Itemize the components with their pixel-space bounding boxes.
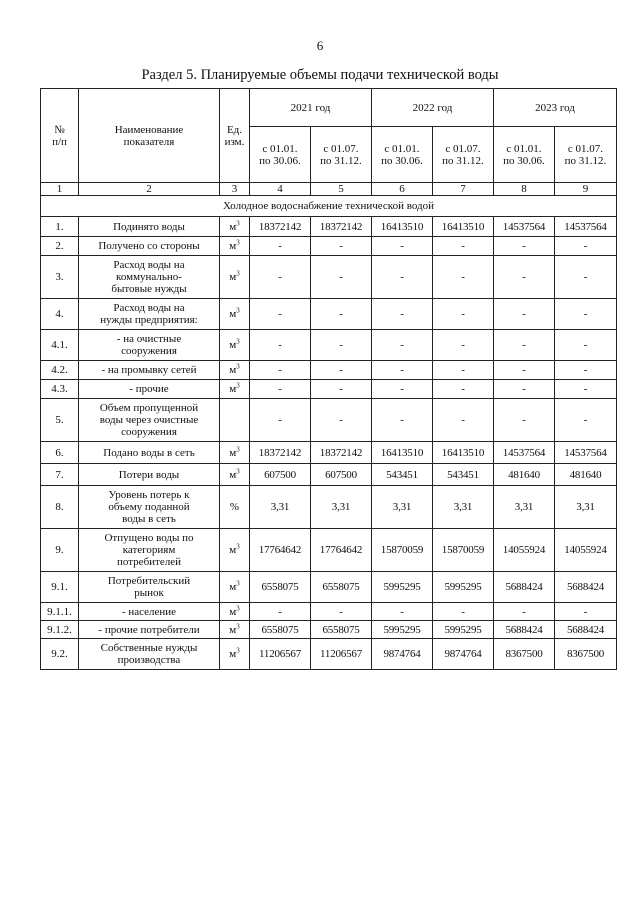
row-value: 9874764: [372, 639, 433, 670]
row-value: -: [433, 361, 494, 380]
row-indicator-name: Потери воды: [79, 464, 220, 486]
row-value: -: [555, 256, 617, 299]
row-value: 5995295: [433, 572, 494, 603]
row-indicator-name: - на промывку сетей: [79, 361, 220, 380]
row-unit: $м^3$: [220, 639, 250, 670]
row-value: 14055924: [494, 529, 555, 572]
row-number: 5.: [41, 399, 79, 442]
row-value: -: [555, 603, 617, 621]
page-number: 6: [316, 38, 324, 53]
table-row: [41, 529, 617, 572]
header-year-2022: 2022 год: [372, 89, 494, 127]
row-value: 3,31: [250, 486, 311, 529]
row-indicator-name: Собственные нужды производства: [79, 639, 220, 670]
column-number: 9: [555, 183, 617, 196]
row-value: -: [372, 380, 433, 399]
row-value: -: [250, 399, 311, 442]
row-value: -: [372, 256, 433, 299]
row-value: -: [372, 237, 433, 256]
column-number: 7: [433, 183, 494, 196]
row-value: 15870059: [372, 529, 433, 572]
row-value: -: [250, 237, 311, 256]
table-row: [41, 639, 617, 670]
row-number: 9.1.2.: [41, 621, 79, 639]
row-value: -: [433, 330, 494, 361]
row-unit: $м^3$: [220, 464, 250, 486]
header-year-2021: 2021 год: [250, 89, 372, 127]
column-number: 4: [250, 183, 311, 196]
row-value: 3,31: [555, 486, 617, 529]
row-indicator-name: Расход воды на нужды предприятия:: [79, 299, 220, 330]
row-value: -: [250, 299, 311, 330]
table-row: [41, 621, 617, 639]
row-unit: $м^3$: [220, 621, 250, 639]
row-value: -: [433, 237, 494, 256]
row-value: -: [250, 256, 311, 299]
row-value: -: [433, 603, 494, 621]
row-value: 18372142: [311, 217, 372, 237]
row-value: 607500: [250, 464, 311, 486]
row-value: -: [555, 361, 617, 380]
row-value: 5688424: [494, 572, 555, 603]
row-indicator-name: - прочие потребители: [79, 621, 220, 639]
row-unit: $м^3$: [220, 442, 250, 464]
row-value: 9874764: [433, 639, 494, 670]
row-unit: $м^3$: [220, 237, 250, 256]
row-indicator-name: - прочие: [79, 380, 220, 399]
row-indicator-name: Подинято воды: [79, 217, 220, 237]
row-value: -: [494, 603, 555, 621]
row-value: 5688424: [555, 621, 617, 639]
row-number: 1.: [41, 217, 79, 237]
row-value: 543451: [372, 464, 433, 486]
row-unit: $м^3$: [220, 330, 250, 361]
row-value: -: [311, 399, 372, 442]
header-period: с 01.07. по 31.12.: [555, 127, 617, 183]
row-indicator-name: Объем пропущенной воды через очистные сооружения: [79, 399, 220, 442]
row-value: -: [250, 603, 311, 621]
row-value: 17764642: [311, 529, 372, 572]
table-row: [41, 330, 617, 361]
row-number: 9.1.1.: [41, 603, 79, 621]
row-value: 5995295: [433, 621, 494, 639]
row-number: 4.3.: [41, 380, 79, 399]
table-row: [41, 237, 617, 256]
row-value: 16413510: [433, 217, 494, 237]
row-unit: [220, 399, 250, 442]
row-indicator-name: - население: [79, 603, 220, 621]
row-number: 9.: [41, 529, 79, 572]
column-number: 6: [372, 183, 433, 196]
row-value: -: [433, 380, 494, 399]
row-unit: $м^3$: [220, 603, 250, 621]
row-value: -: [433, 299, 494, 330]
row-value: 481640: [555, 464, 617, 486]
row-value: 8367500: [555, 639, 617, 670]
row-value: -: [494, 399, 555, 442]
water-volume-table: [40, 88, 617, 670]
row-value: -: [494, 330, 555, 361]
column-number-row: [41, 183, 617, 196]
row-value: 6558075: [250, 621, 311, 639]
row-value: -: [555, 399, 617, 442]
row-value: 14537564: [555, 442, 617, 464]
row-indicator-name: Отпущено воды по категориям потребителей: [79, 529, 220, 572]
header-row-years: [41, 89, 617, 127]
row-number: 9.2.: [41, 639, 79, 670]
row-value: -: [372, 603, 433, 621]
column-number: 3: [220, 183, 250, 196]
table-row: [41, 572, 617, 603]
row-value: 543451: [433, 464, 494, 486]
row-value: 15870059: [433, 529, 494, 572]
row-value: -: [494, 256, 555, 299]
row-value: -: [555, 330, 617, 361]
row-number: 9.1.: [41, 572, 79, 603]
table-row: [41, 217, 617, 237]
row-number: 2.: [41, 237, 79, 256]
row-value: 607500: [311, 464, 372, 486]
row-unit: $м^3$: [220, 299, 250, 330]
row-indicator-name: Потребительский рынок: [79, 572, 220, 603]
row-value: 16413510: [433, 442, 494, 464]
row-value: -: [372, 361, 433, 380]
row-number: 8.: [41, 486, 79, 529]
row-value: -: [311, 380, 372, 399]
row-value: -: [433, 399, 494, 442]
row-value: 14055924: [555, 529, 617, 572]
row-value: 14537564: [555, 217, 617, 237]
header-unit: Ед. изм.: [220, 89, 250, 183]
table-row: [41, 256, 617, 299]
row-unit: $м^3$: [220, 572, 250, 603]
table-row: [41, 603, 617, 621]
row-value: 16413510: [372, 442, 433, 464]
row-value: 3,31: [372, 486, 433, 529]
row-value: 481640: [494, 464, 555, 486]
row-value: 18372142: [250, 442, 311, 464]
row-value: 18372142: [311, 442, 372, 464]
row-value: -: [311, 330, 372, 361]
header-year-2023: 2023 год: [494, 89, 617, 127]
row-value: -: [311, 237, 372, 256]
row-value: 5688424: [494, 621, 555, 639]
row-value: 14537564: [494, 217, 555, 237]
header-num: № п/п: [41, 89, 79, 183]
row-value: 3,31: [311, 486, 372, 529]
column-number: 8: [494, 183, 555, 196]
column-number: 2: [79, 183, 220, 196]
row-number: 6.: [41, 442, 79, 464]
row-value: -: [372, 299, 433, 330]
table-row: [41, 442, 617, 464]
table-row: [41, 380, 617, 399]
row-value: 6558075: [250, 572, 311, 603]
header-period: с 01.01. по 30.06.: [372, 127, 433, 183]
row-value: -: [372, 399, 433, 442]
row-value: 17764642: [250, 529, 311, 572]
row-indicator-name: Получено со стороны: [79, 237, 220, 256]
row-indicator-name: Подано воды в сеть: [79, 442, 220, 464]
header-period: с 01.01. по 30.06.: [250, 127, 311, 183]
header-name: Наименование показателя: [79, 89, 220, 183]
row-value: 11206567: [311, 639, 372, 670]
row-value: -: [311, 299, 372, 330]
row-value: 16413510: [372, 217, 433, 237]
column-number: 1: [41, 183, 79, 196]
row-unit: $м^3$: [220, 217, 250, 237]
row-value: -: [494, 380, 555, 399]
row-value: -: [250, 380, 311, 399]
row-value: 3,31: [433, 486, 494, 529]
row-number: 4.1.: [41, 330, 79, 361]
row-value: 5995295: [372, 572, 433, 603]
row-value: -: [555, 380, 617, 399]
row-value: -: [372, 330, 433, 361]
column-number: 5: [311, 183, 372, 196]
row-number: 3.: [41, 256, 79, 299]
row-unit: $м^3$: [220, 529, 250, 572]
row-value: 5688424: [555, 572, 617, 603]
row-value: -: [311, 256, 372, 299]
row-value: -: [311, 603, 372, 621]
row-number: 4.: [41, 299, 79, 330]
row-value: 14537564: [494, 442, 555, 464]
row-unit: $м^3$: [220, 361, 250, 380]
row-value: -: [555, 237, 617, 256]
table-row: [41, 486, 617, 529]
row-value: -: [494, 361, 555, 380]
row-number: 7.: [41, 464, 79, 486]
row-value: 18372142: [250, 217, 311, 237]
table-row: [41, 361, 617, 380]
row-indicator-name: Расход воды на коммунально- бытовые нужды: [79, 256, 220, 299]
group-title: Холодное водоснабжение технической водой: [41, 196, 617, 217]
table-row: [41, 299, 617, 330]
row-value: -: [250, 361, 311, 380]
row-value: 11206567: [250, 639, 311, 670]
row-value: -: [311, 361, 372, 380]
row-value: -: [250, 330, 311, 361]
header-period: с 01.07. по 31.12.: [433, 127, 494, 183]
row-value: 6558075: [311, 572, 372, 603]
row-value: -: [555, 299, 617, 330]
row-unit: $м^3$: [220, 380, 250, 399]
header-period: с 01.07. по 31.12.: [311, 127, 372, 183]
header-period: с 01.01. по 30.06.: [494, 127, 555, 183]
row-number: 4.2.: [41, 361, 79, 380]
table-row: [41, 464, 617, 486]
section-title: Раздел 5. Планируемые объемы подачи технической воды: [141, 67, 499, 83]
row-indicator-name: Уровень потерь к объему поданной воды в сеть: [79, 486, 220, 529]
row-unit: $м^3$: [220, 256, 250, 299]
row-indicator-name: - на очистные сооружения: [79, 330, 220, 361]
row-value: 3,31: [494, 486, 555, 529]
table-row: [41, 399, 617, 442]
row-value: -: [494, 299, 555, 330]
row-unit: %: [220, 486, 250, 529]
row-value: 6558075: [311, 621, 372, 639]
row-value: -: [494, 237, 555, 256]
row-value: -: [433, 256, 494, 299]
row-value: 8367500: [494, 639, 555, 670]
row-value: 5995295: [372, 621, 433, 639]
group-title-row: [41, 196, 617, 217]
